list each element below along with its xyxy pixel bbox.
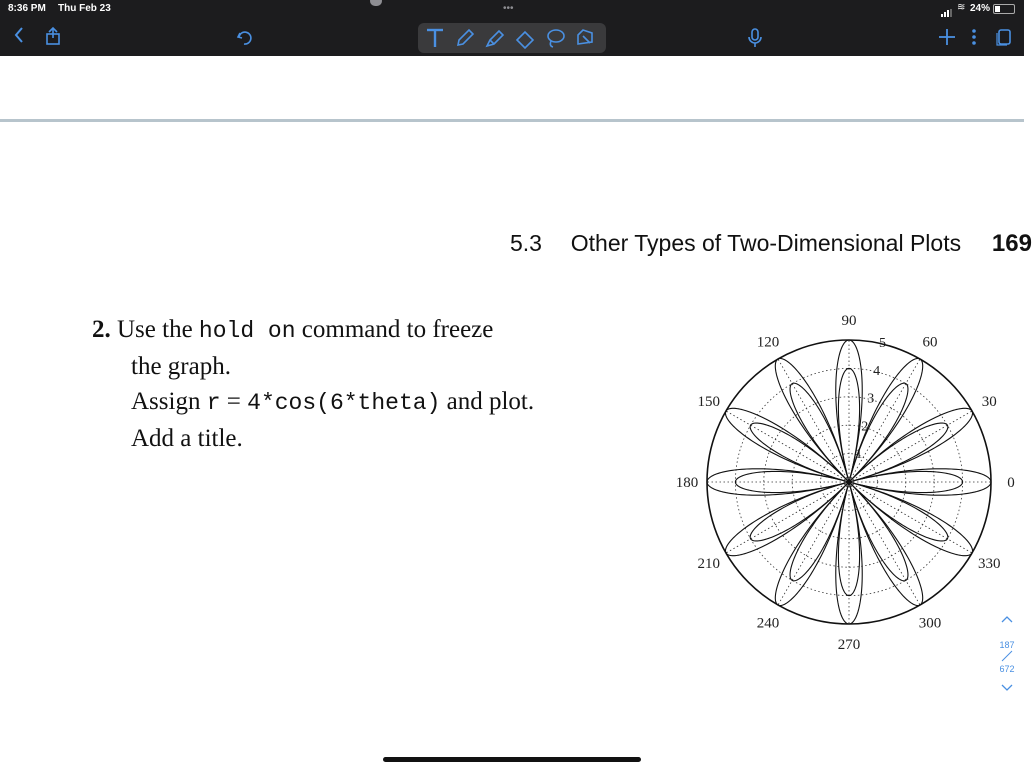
highlighter-icon[interactable]	[484, 27, 506, 49]
page-divider	[0, 119, 1024, 122]
pen-icon[interactable]	[454, 27, 476, 49]
code-inline: 4*cos(6*theta)	[247, 390, 441, 416]
angle-tick-label: 90	[841, 313, 857, 329]
exercise-problem	[92, 312, 672, 456]
back-chevron-icon[interactable]	[14, 27, 24, 47]
angle-tick-label: 60	[922, 334, 938, 351]
angle-tick-label: 120	[756, 334, 780, 351]
running-header	[510, 230, 1032, 260]
code-inline: r	[206, 390, 221, 416]
angle-tick-label: 270	[837, 637, 861, 653]
shape-icon[interactable]	[574, 27, 596, 49]
problem-text: and plot.	[446, 388, 535, 415]
signal-icon	[941, 4, 955, 12]
code-inline: hold on	[198, 318, 296, 344]
share-icon[interactable]	[44, 27, 62, 49]
undo-icon[interactable]	[236, 29, 252, 49]
multitask-dots-icon[interactable]: •••	[503, 3, 514, 14]
angle-tick-label: 0	[1007, 475, 1015, 491]
battery-icon	[993, 4, 1015, 14]
lasso-icon[interactable]	[544, 27, 566, 49]
add-icon[interactable]	[938, 28, 956, 50]
angle-tick-label: 240	[756, 615, 780, 632]
angle-tick-label: 150	[697, 394, 720, 410]
microphone-icon[interactable]	[748, 28, 762, 52]
drag-handle[interactable]	[370, 0, 382, 6]
equals-sign: =	[226, 388, 241, 415]
angle-tick-label: 30	[981, 394, 997, 410]
problem-text: Assign	[131, 388, 201, 415]
page-navigator	[994, 612, 1020, 712]
polar-plot	[660, 310, 1030, 660]
rose-curve-series	[707, 340, 991, 624]
app-toolbar	[0, 0, 1024, 56]
home-indicator[interactable]	[383, 757, 641, 762]
page-separator-icon	[994, 650, 1020, 664]
section-number: 5.3	[510, 230, 542, 256]
angle-tick-label: 300	[918, 615, 942, 632]
more-icon[interactable]	[971, 28, 977, 50]
battery-percent: 24%	[970, 3, 991, 14]
status-date: Thu Feb 23	[58, 3, 111, 14]
radial-tick-label: 1	[855, 447, 863, 463]
status-time: 8:36 PM	[8, 3, 46, 14]
angle-tick-label: 210	[697, 556, 720, 572]
radial-tick-label: 5	[879, 336, 887, 352]
problem-text: Add a title.	[131, 425, 243, 452]
page-up-icon[interactable]	[994, 612, 1020, 626]
eraser-icon[interactable]	[514, 27, 536, 49]
current-page: 187	[999, 640, 1015, 650]
problem-text: the graph.	[131, 353, 231, 380]
total-pages: 672	[999, 664, 1015, 674]
page-down-icon[interactable]	[994, 684, 1020, 694]
angle-tick-label: 330	[978, 556, 1001, 572]
pages-icon[interactable]	[995, 28, 1013, 50]
text-tool-icon[interactable]	[424, 27, 446, 49]
angle-tick-label: 180	[675, 475, 699, 491]
radial-tick-label: 4	[873, 363, 881, 379]
problem-text: Use the	[117, 316, 193, 343]
problem-text: command to freeze	[301, 316, 494, 343]
wifi-icon: ≋	[957, 2, 966, 13]
radial-tick-label: 3	[867, 391, 875, 407]
radial-tick-label: 2	[861, 419, 869, 435]
section-title: Other Types of Two-Dimensional Plots	[570, 230, 962, 256]
page-number: 169	[991, 230, 1032, 257]
problem-number: 2.	[92, 316, 111, 343]
annotation-toolbox	[418, 23, 606, 53]
